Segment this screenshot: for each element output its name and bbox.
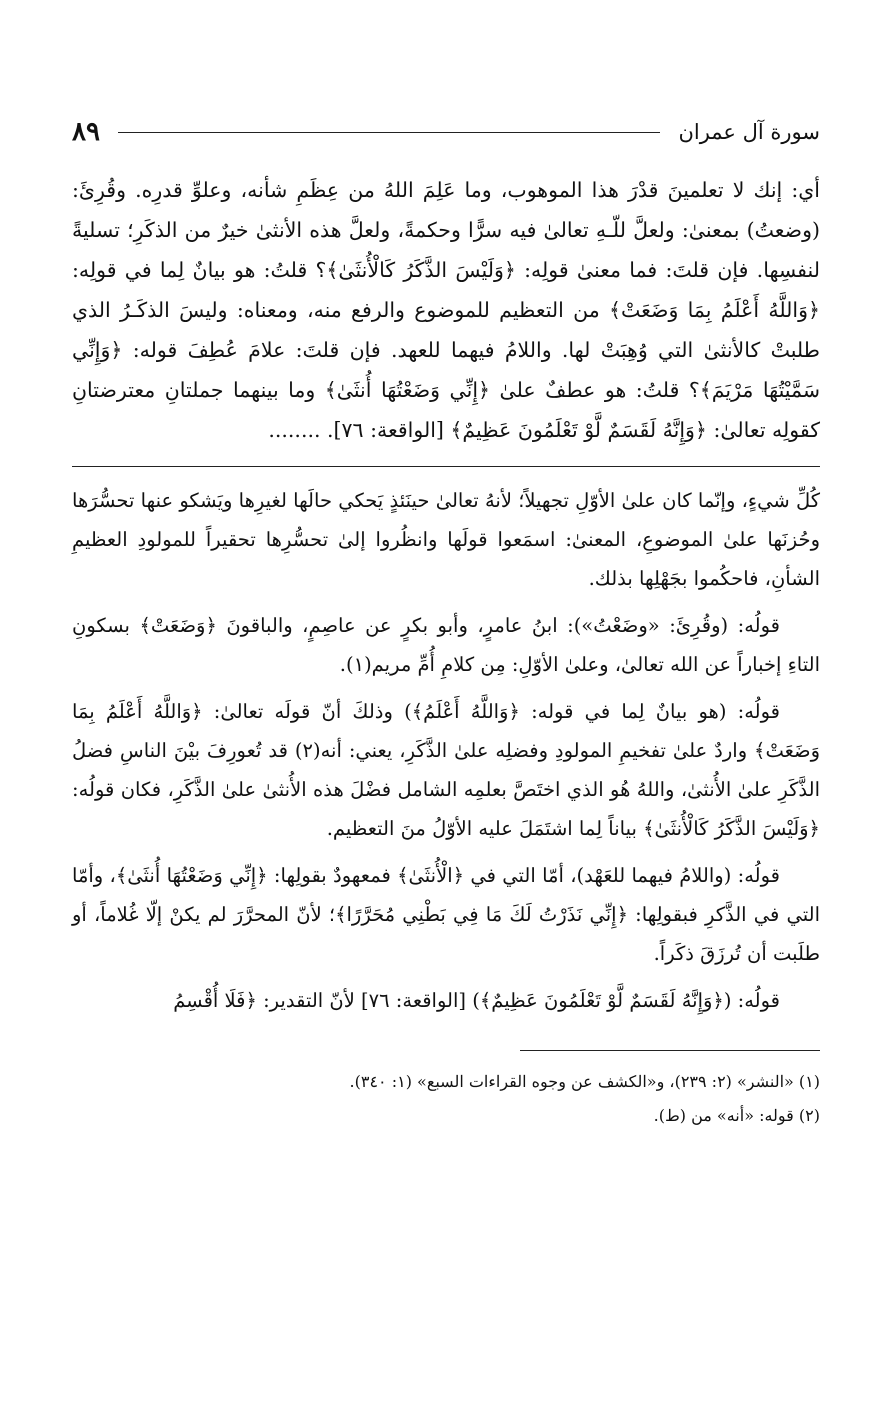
- footnote-separator: [520, 1050, 820, 1051]
- commentary-paragraph: قولُه: (﴿وَإِنَّهُ لَقَسَمٌ لَّوْ تَعْلَمُونَ عَظِيمٌ﴾) [الواقعة: ٧٦] لأنّ التقدير: ﴿فَلَا أُقْسِمُ: [173, 989, 780, 1012]
- page-number: ٨٩: [72, 117, 100, 147]
- footnote: (١) «النشر» (٢: ٢٣٩)، و«الكشف عن وجوه القراءات السبع» (١: ٣٤٠).: [349, 1072, 820, 1091]
- main-paragraph: أي: إنك لا تعلمينَ قدْرَ هذا الموهوب، وما عَلِمَ اللهُ من عِظَمِ شأنه، وعلوِّ قدرِه. وقُرِئَ: (وضعتُ) بمعنىٰ: ولعلَّ للّـهِ تعالىٰ فيه سرًّا وحكمةً، ولعلَّ هذه الأنثىٰ خيرٌ من الذكَرِ؛ تسليةً لنفسِها. فإن قلتَ: فما معنىٰ قولِه: ﴿وَلَيْسَ الذَّكَرُ كَالْأُنثَىٰ﴾؟ قلتُ: هو بيانٌ لِما في قولِه: ﴿وَاللَّهُ أَعْلَمُ بِمَا وَضَعَتْ﴾ من التعظيم للموضوع والرفع منه، ومعناه: وليسَ الذكَـرُ الذي طلبتْ كالأنثىٰ التي وُهِبَتْ لها. واللامُ فيهما للعهد. فإن قلتَ: علامَ عُطِفَ قوله: ﴿وَإِنِّي سَمَّيْتُهَا مَرْيَمَ﴾؟ قلتُ: هو عطفٌ علىٰ ﴿إِنِّي وَضَعْتُهَا أُنثَىٰ﴾ وما بينهما جملتانِ معترضتانِ كقولِه تعالىٰ: ﴿وَإِنَّهُ لَقَسَمٌ لَّوْ تَعْلَمُونَ عَظِيمٌ﴾ [الواقعة: ٧٦]. ........: [72, 178, 820, 442]
- commentary-paragraph: قولُه: (وقُرِئَ: «وضَعْتُ»): ابنُ عامرٍ، وأبو بكرٍ عن عاصِمٍ، والباقونَ ﴿وَضَعَتْ﴾ بسكونِ التاءِ إخباراً عن الله تعالىٰ، وعلىٰ الأوّلِ: مِن كلامِ أُمِّ مريم(١).: [72, 614, 820, 676]
- section-separator: [72, 466, 820, 467]
- footnote: (٢) قوله: «أنه» من (ط).: [653, 1106, 820, 1125]
- commentary-paragraph: قولُه: (واللامُ فيهما للعَهْد)، أمّا التي في ﴿الْأُنثَىٰ﴾ فمعهودٌ بقولِها: ﴿إِنِّي وَضَعْتُهَا أُنثَىٰ﴾، وأمّا التي في الذَّكرِ فبقولِها: ﴿إِنِّي نَذَرْتُ لَكَ مَا فِي بَطْنِي مُحَرَّرًا﴾؛ لأنّ المحرَّرَ لم يكنْ إلّا غُلاماً، أو طلَبت أن تُرزَقَ ذكَراً.: [72, 864, 820, 965]
- header-rule: [118, 132, 661, 133]
- footnotes: [72, 1065, 820, 1133]
- running-header: [72, 112, 820, 152]
- surah-title: سورة آل عمران: [678, 120, 820, 144]
- main-text: [72, 170, 820, 450]
- page: [72, 112, 820, 1133]
- commentary: [72, 481, 820, 1020]
- commentary-paragraph: كُلِّ شيءٍ، وإنّما كان علىٰ الأوّلِ تجهيلاً؛ لأنهُ تعالىٰ حينَئذٍ يَحكي حالَها لغيرِها ويَشكو عنها تحسُّرَها وحُزنَها علىٰ الموضوعِ، المعنىٰ: اسمَعوا قولَها وانظُروا إلىٰ تحسُّرِها تحقيراً للمولودِ العظيمِ الشأنِ، فاحكُموا بجَهْلِها بذلك.: [72, 489, 820, 590]
- commentary-paragraph: قولُه: (هو بيانٌ لِما في قوله: ﴿وَاللَّهُ أَعْلَمُ﴾) وذلكَ أنّ قولَه تعالىٰ: ﴿وَاللَّهُ أَعْلَمُ بِمَا وَضَعَتْ﴾ واردٌ علىٰ تفخيمِ المولودِ وفضلِه علىٰ الذَّكَرِ، يعني: أنه(٢) قد تُعورِفَ بيْنَ الناسِ فضلُ الذَّكَرِ علىٰ الأُنثىٰ، واللهُ هُو الذي اختَصَّ بعلمِه الشامل فضْلَ هذه الأُنثىٰ علىٰ الذَّكَرِ، فكان قولُه: ﴿وَلَيْسَ الذَّكَرُ كَالْأُنثَىٰ﴾ بياناً لِما اشتَمَلَ عليه الأوّلُ منَ التعظيم.: [72, 700, 821, 840]
